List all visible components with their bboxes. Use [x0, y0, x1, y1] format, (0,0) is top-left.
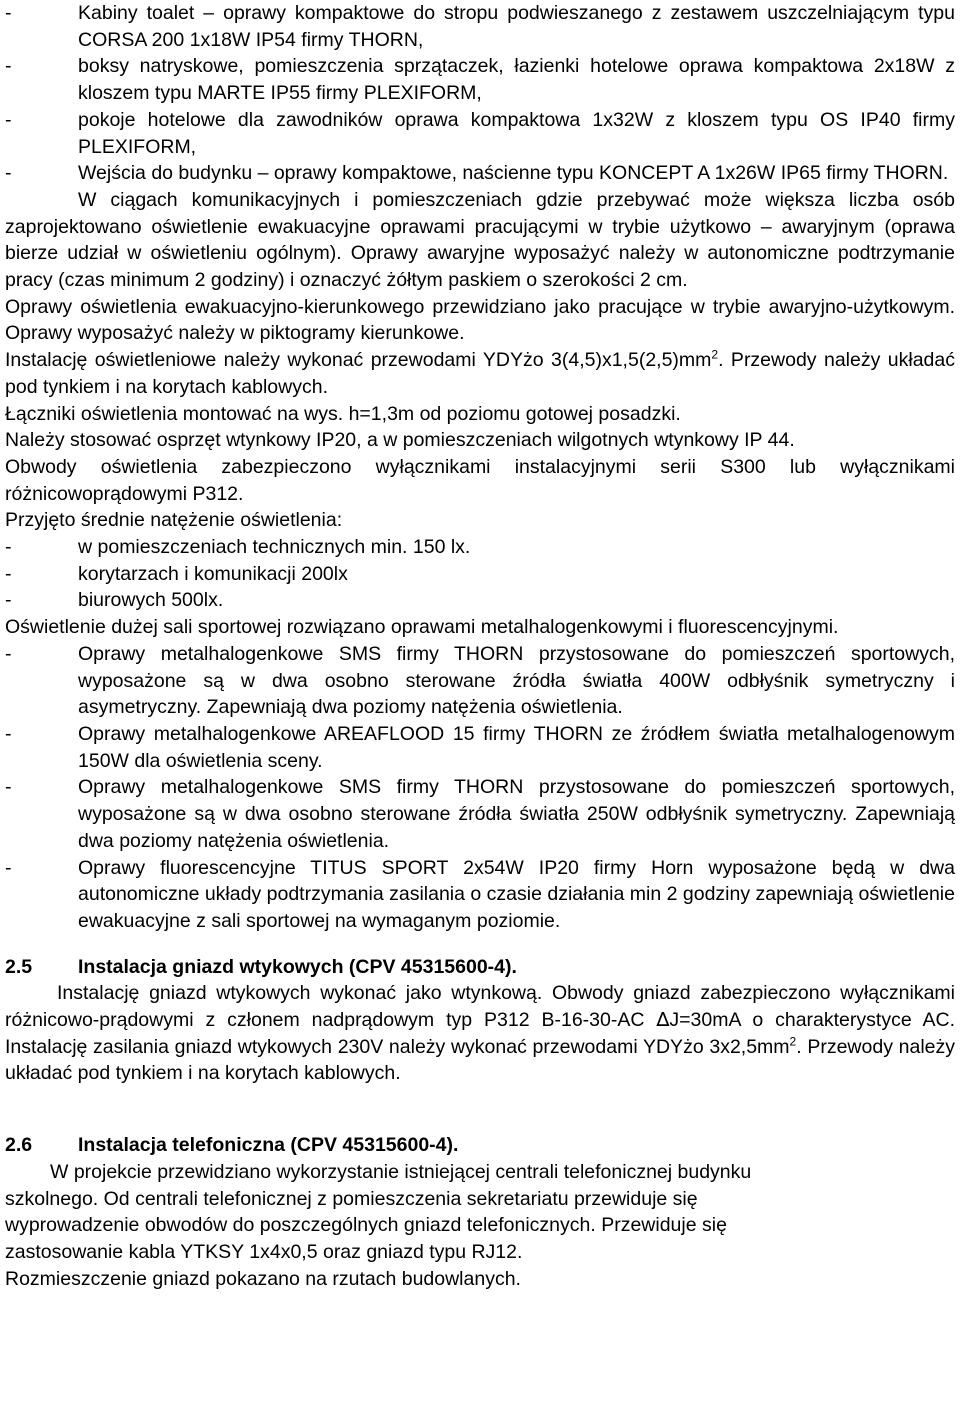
sockets-ip-paragraph: Należy stosować osprzęt wtynkowy IP20, a w pomieszczeniach wilgotnych wtynkowy IP 44.	[5, 429, 795, 452]
section-number: 2.5	[5, 955, 33, 978]
install-text-cont: . Przewody należy układać pod tynkiem i na korytach kablowych.	[5, 349, 955, 398]
sockets-text-cont: J=30mA o charakterystyce AC. Instalację zasilania gniazd wtykowych 230V należy wykonać przewodami YDYżo 3x2,5mm	[5, 1009, 956, 1058]
telephone-line: wyprowadzenie obwodów do poszczególnych gniazd telefonicznych. Przewiduje się	[5, 1214, 727, 1237]
list-dash: -	[5, 162, 12, 185]
sockets-text: Instalację gniazd wtykowych wykonać jako wtynkową. Obwody gniazd zabezpieczono wyłącznikami różnicowo-prądowymi z członem nadprądowym typ P312 B-16-30-AC	[5, 982, 955, 1032]
sockets-paragraph	[5, 980, 955, 1087]
section-title: Instalacja gniazd wtykowych (CPV 45315600-4).	[78, 955, 517, 978]
sports-hall-paragraph: Oświetlenie dużej sali sportowej rozwiązano oprawami metalhalogenkowymi i fluorescencyjnymi.	[5, 616, 839, 639]
telephone-line: szkolnego. Od centrali telefonicznej z pomieszczenia sekretariatu przewiduje się	[5, 1187, 698, 1210]
telephone-line: Rozmieszczenie gniazd pokazano na rzutach budowlanych.	[5, 1267, 521, 1290]
list-item-text: biurowych 500lx.	[78, 589, 224, 612]
list-item	[5, 107, 955, 160]
document-page	[5, 0, 955, 1292]
list-dash: -	[5, 536, 12, 559]
telephone-line: W projekcie przewidziano wykorzystanie istniejącej centrali telefonicznej budynku	[50, 1160, 752, 1183]
list-item-text: Wejścia do budynku – oprawy kompaktowe, naścienne typu KONCEPT A 1x26W IP65 firmy THORN.	[78, 162, 949, 185]
list-item-text: Oprawy metalhalogenkowe SMS firmy THORN przystosowane do pomieszczeń sportowych, wyposażone są w dwa osobno sterowane źródła światła 250W odbłyśnik symetryczny. Zapewniają dwa poziomy natężenia oświetlenia.	[78, 776, 955, 852]
list-item	[5, 534, 955, 561]
list-item	[5, 561, 955, 588]
spacer	[5, 935, 955, 954]
list-item	[5, 0, 955, 53]
list-dash: -	[5, 856, 12, 879]
list-dash: -	[5, 108, 12, 131]
evacuation-lighting-paragraph: W ciągach komunikacyjnych i pomieszczeniach gdzie przebywać może większa liczba osób zaprojektowano oświetlenie ewakuacyjne oprawami pracującymi w trybie użytkowo – awaryjnym (oprawa bierze udział w oświetleniu ogólnym). Oprawy awaryjne wyposażyć należy w autonomiczne podtrzymanie pracy (czas minimum 2 godziny) i oznaczyć żółtym paskiem o szerokości 2 cm.	[5, 188, 955, 292]
list-item-text: Oprawy metalhalogenkowe AREAFLOOD 15 firmy THORN ze źródłem światła metalhalogenowym 150W dla oświetlenia sceny.	[78, 722, 955, 772]
list-item	[5, 53, 955, 106]
list-dash: -	[5, 55, 12, 78]
circuits-paragraph: Obwody oświetlenia zabezpieczono wyłącznikami instalacyjnymi serii S300 lub wyłącznikami różnicowoprądowymi P312.	[5, 455, 955, 505]
superscript: 2	[711, 347, 719, 362]
list-item	[5, 587, 955, 614]
list-item-text: boksy natryskowe, pomieszczenia sprzątaczek, łazienki hotelowe oprawa kompaktowa 2x18W z kloszem typu MARTE IP55 firmy PLEXIFORM,	[78, 55, 955, 105]
list-item-text: pokoje hotelowe dla zawodników oprawa kompaktowa 1x32W z kloszem typu OS IP40 firmy PLEXIFORM,	[78, 108, 955, 158]
section-title: Instalacja telefoniczna (CPV 45315600-4).	[78, 1134, 459, 1157]
directional-lighting-paragraph: Oprawy oświetlenia ewakuacyjno-kierunkowego przewidziano jako pracujące w trybie awaryjno-użytkowym. Oprawy wyposażyć należy w piktogramy kierunkowe.	[5, 295, 955, 345]
telephone-line: zastosowanie kabla YTKSY 1x4x0,5 oraz gniazd typu RJ12.	[5, 1240, 523, 1263]
lighting-installation-paragraph	[5, 347, 955, 400]
superscript: 2	[789, 1034, 797, 1049]
list-item-text: korytarzach i komunikacji 200lx	[78, 562, 348, 585]
list-dash: -	[5, 642, 12, 665]
delta-symbol: ∆	[656, 1008, 670, 1032]
section-heading-2-6	[5, 1132, 955, 1159]
section-number: 2.6	[5, 1134, 33, 1157]
list-item-text: Kabiny toalet – oprawy kompaktowe do stropu podwieszanego z zestawem uszczelniającym typu CORSA 200 1x18W IP54 firmy THORN,	[78, 2, 955, 51]
list-dash: -	[5, 562, 12, 585]
list-item	[5, 774, 955, 854]
section-heading-2-5	[5, 954, 955, 981]
list-item	[5, 721, 955, 774]
list-item-text: Oprawy fluorescencyjne TITUS SPORT 2x54W IP20 firmy Horn wyposażone będą w dwa autonomiczne układy podtrzymania zasilania o czasie działania min 2 godziny zapewniają oświetlenie ewakuacyjne z sali sportowej na wymaganym poziomie.	[78, 856, 955, 932]
list-dash: -	[5, 589, 12, 612]
sockets-text-end: . Przewody należy układać pod tynkiem i na korytach kablowych.	[5, 1035, 955, 1085]
switches-paragraph: Łączniki oświetlenia montować na wys. h=1,3m od poziomu gotowej posadzki.	[5, 402, 681, 425]
list-dash: -	[5, 2, 12, 24]
list-item	[5, 641, 955, 721]
list-item-text: Oprawy metalhalogenkowe SMS firmy THORN przystosowane do pomieszczeń sportowych, wyposażone są w dwa osobno sterowane źródła światła 400W odbłyśnik symetryczny i asymetryczny. Zapewniają dwa poziomy natężenia oświetlenia.	[78, 642, 955, 719]
list-item	[5, 855, 955, 935]
list-dash: -	[5, 776, 12, 799]
list-dash: -	[5, 722, 12, 745]
lux-intro-paragraph: Przyjęto średnie natężenie oświetlenia:	[5, 509, 343, 532]
install-text: Instalację oświetleniowe należy wykonać przewodami YDYżo 3(4,5)x1,5(2,5)mm	[5, 349, 712, 372]
spacer	[5, 1087, 955, 1132]
list-item-text: w pomieszczeniach technicznych min. 150 lx.	[78, 536, 471, 559]
list-item	[5, 160, 955, 187]
